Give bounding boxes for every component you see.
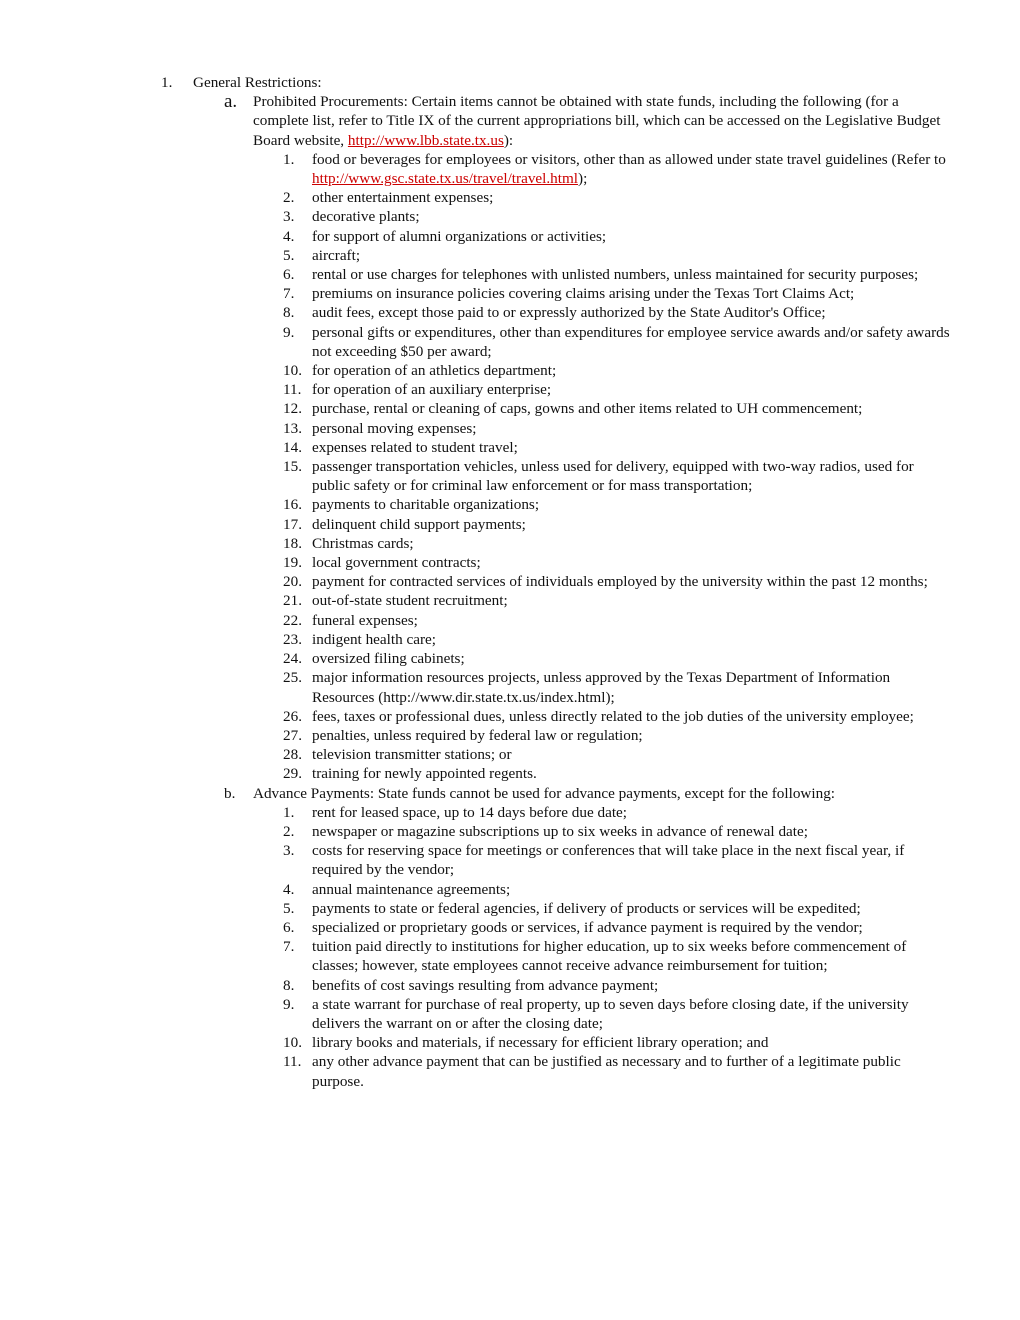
list-item: [0, 668, 1020, 706]
list-item: [0, 937, 1020, 975]
list-item-number: 18.: [283, 534, 302, 552]
list-item-number: 11.: [283, 381, 302, 399]
list-item-text: oversized filing cabinets;: [312, 650, 465, 668]
list-item-number: 9.: [283, 995, 295, 1013]
subsection-b-intro: Advance Payments: State funds cannot be used for advance payments, except for the following:: [253, 784, 836, 802]
subsection-a-letter: a.: [224, 91, 238, 113]
list-item-number: 17.: [283, 515, 302, 533]
list-item: [0, 380, 1020, 399]
list-item: [0, 265, 1020, 284]
subsection-b: [0, 784, 1020, 803]
list-item: [0, 150, 1020, 188]
list-item-number: 23.: [283, 630, 302, 648]
list-item: [0, 323, 1020, 361]
list-item-text: indigent health care;: [312, 630, 436, 648]
list-item-number: 15.: [283, 458, 302, 476]
list-item-number: 16.: [283, 496, 302, 514]
list-item-text-pre: food or beverages for employees or visitors, other than as allowed under state travel guidelines (Refer to: [312, 150, 946, 168]
list-item: [0, 207, 1020, 226]
subsection-b-letter: b.: [224, 784, 236, 802]
section-title: General Restrictions:: [193, 74, 322, 91]
list-item: [0, 841, 1020, 879]
list-item: [0, 457, 1020, 495]
list-item-text: major information resources projects, unless approved by the Texas Department of Information Resources (http://www.dir.state.tx.us/index.html);: [312, 669, 891, 706]
list-item-text: personal moving expenses;: [312, 419, 477, 437]
list-item-text: delinquent child support payments;: [312, 515, 526, 533]
list-item: [0, 246, 1020, 265]
list-item-text: costs for reserving space for meetings or conferences that will take place in the next fiscal year, if required by the vendor;: [312, 842, 905, 879]
list-item: [0, 438, 1020, 457]
list-item-number: 3.: [283, 208, 295, 226]
list-item-text: television transmitter stations; or: [312, 746, 512, 764]
list-item-text: library books and materials, if necessary for efficient library operation; and: [312, 1034, 769, 1052]
list-item: [0, 995, 1020, 1033]
list-item-number: 5.: [283, 246, 295, 264]
lbb-website-link[interactable]: http://www.lbb.state.tx.us: [347, 131, 504, 149]
advance-payments-list: [0, 803, 1020, 1091]
list-item-text: out-of-state student recruitment;: [312, 592, 508, 610]
list-item-text: annual maintenance agreements;: [312, 880, 511, 898]
list-item-number: 21.: [283, 592, 302, 610]
section-number: 1.: [161, 74, 173, 91]
list-item-text: penalties, unless required by federal law or regulation;: [312, 726, 643, 744]
list-item-number: 6.: [283, 918, 295, 936]
list-item: [0, 1033, 1020, 1052]
prohibited-procurements-list: [0, 150, 1020, 784]
subsection-a-intro-text: Prohibited Procurements: Certain items cannot be obtained with state funds, including the following (for a complete list, refer to Title IX of the current appropriations bill, which can be accessed on the Legislative Budget Board website,: [253, 93, 941, 149]
list-item-text: passenger transportation vehicles, unless used for delivery, equipped with two-way radios, used for public safety or for criminal law enforcement or for mass transportation;: [312, 458, 914, 495]
list-item-text: decorative plants;: [312, 208, 420, 226]
list-item-number: 26.: [283, 707, 302, 725]
list-item-number: 12.: [283, 400, 302, 418]
list-item: [0, 630, 1020, 649]
list-item-text: for operation of an auxiliary enterprise;: [312, 381, 552, 399]
list-item-number: 2.: [283, 822, 295, 840]
list-item: [0, 515, 1020, 534]
list-item-text: audit fees, except those paid to or expressly authorized by the State Auditor's Office;: [312, 304, 826, 322]
list-item-number: 8.: [283, 976, 295, 994]
list-item: [0, 764, 1020, 783]
list-item-text: specialized or proprietary goods or services, if advance payment is required by the vendor;: [312, 918, 863, 936]
list-item-text: expenses related to student travel;: [312, 438, 518, 456]
subsection-a-intro: [253, 92, 953, 150]
list-item-number: 24.: [283, 650, 302, 668]
list-item-number: 1.: [283, 150, 295, 168]
list-item-number: 4.: [283, 227, 295, 245]
travel-guidelines-link[interactable]: http://www.gsc.state.tx.us/travel/travel.html: [312, 170, 579, 188]
list-item-text: funeral expenses;: [312, 611, 418, 629]
list-item: [0, 649, 1020, 668]
list-item: [0, 188, 1020, 207]
list-item: [0, 745, 1020, 764]
list-item-text: for support of alumni organizations or activities;: [312, 227, 607, 245]
list-item-text: a state warrant for purchase of real property, up to seven days before closing date, if the university delivers the warrant on or after the closing date;: [312, 995, 909, 1032]
list-item: [0, 227, 1020, 246]
list-item: [0, 976, 1020, 995]
list-item: [0, 495, 1020, 514]
list-item-number: 6.: [283, 266, 295, 284]
list-item-text: tuition paid directly to institutions for higher education, up to six weeks before commencement of classes; however, state employees cannot receive advance reimbursement for tuition;: [312, 938, 907, 975]
list-item: [0, 572, 1020, 591]
list-item: [0, 303, 1020, 322]
list-item-text: payment for contracted services of individuals employed by the university within the past 12 months;: [312, 573, 928, 591]
list-item-text: purchase, rental or cleaning of caps, gowns and other items related to UH commencement;: [312, 400, 863, 418]
list-item-number: 29.: [283, 765, 302, 783]
list-item-text: training for newly appointed regents.: [312, 765, 537, 783]
list-item-number: 13.: [283, 419, 302, 437]
section-heading: [0, 73, 1020, 92]
list-item-number: 22.: [283, 611, 302, 629]
list-item-text: for operation of an athletics department;: [312, 362, 557, 380]
list-item-text: personal gifts or expenditures, other than expenditures for employee service awards and/or safety awards not exceeding $50 per award;: [312, 323, 950, 360]
list-item-text: rent for leased space, up to 14 days before due date;: [312, 803, 628, 821]
list-item: [0, 822, 1020, 841]
list-item-number: 19.: [283, 554, 302, 572]
list-item-text: payments to charitable organizations;: [312, 496, 540, 514]
list-item-text: fees, taxes or professional dues, unless directly related to the job duties of the university employee;: [312, 707, 914, 725]
list-item: [0, 553, 1020, 572]
list-item: [0, 591, 1020, 610]
list-item: [0, 399, 1020, 418]
list-item-number: 8.: [283, 304, 295, 322]
list-item-number: 10.: [283, 1034, 302, 1052]
list-item: [0, 419, 1020, 438]
list-item-text: benefits of cost savings resulting from advance payment;: [312, 976, 659, 994]
list-item: [0, 534, 1020, 553]
list-item: [0, 803, 1020, 822]
list-item-number: 11.: [283, 1053, 302, 1071]
list-item-text: premiums on insurance policies covering claims arising under the Texas Tort Claims Act;: [312, 285, 855, 303]
list-item-number: 25.: [283, 669, 302, 687]
list-item: [0, 726, 1020, 745]
list-item-number: 28.: [283, 746, 302, 764]
list-item-text: newspaper or magazine subscriptions up to six weeks in advance of renewal date;: [312, 822, 808, 840]
list-item: [0, 880, 1020, 899]
list-item-text: other entertainment expenses;: [312, 189, 494, 207]
list-item-number: 3.: [283, 842, 295, 860]
list-item-number: 1.: [283, 803, 295, 821]
list-item-number: 7.: [283, 938, 295, 956]
list-item: [0, 918, 1020, 937]
list-item: [0, 361, 1020, 380]
list-item-text: aircraft;: [312, 246, 361, 264]
list-item: [0, 899, 1020, 918]
list-item: [0, 707, 1020, 726]
list-item-text: [312, 150, 952, 188]
list-item-number: 7.: [283, 285, 295, 303]
list-item-text: rental or use charges for telephones with unlisted numbers, unless maintained for security purposes;: [312, 266, 919, 284]
subsection-a-intro-end: ):: [503, 131, 514, 149]
list-item: [0, 611, 1020, 630]
subsection-a: [0, 92, 1020, 150]
list-item-text: local government contracts;: [312, 554, 481, 572]
list-item-number: 5.: [283, 899, 295, 917]
list-item-number: 10.: [283, 362, 302, 380]
list-item-number: 20.: [283, 573, 302, 591]
list-item-number: 9.: [283, 323, 295, 341]
list-item: [0, 284, 1020, 303]
list-item-text-post: );: [578, 170, 588, 188]
list-item-text: Christmas cards;: [312, 534, 414, 552]
list-item: [0, 1052, 1020, 1090]
list-item-number: 27.: [283, 726, 302, 744]
list-item-number: 2.: [283, 189, 295, 207]
list-item-number: 14.: [283, 438, 302, 456]
list-item-text: payments to state or federal agencies, if delivery of products or services will be expedited;: [312, 899, 861, 917]
list-item-number: 4.: [283, 880, 295, 898]
list-item-text: any other advance payment that can be justified as necessary and to further of a legitimate public purpose.: [312, 1053, 901, 1090]
